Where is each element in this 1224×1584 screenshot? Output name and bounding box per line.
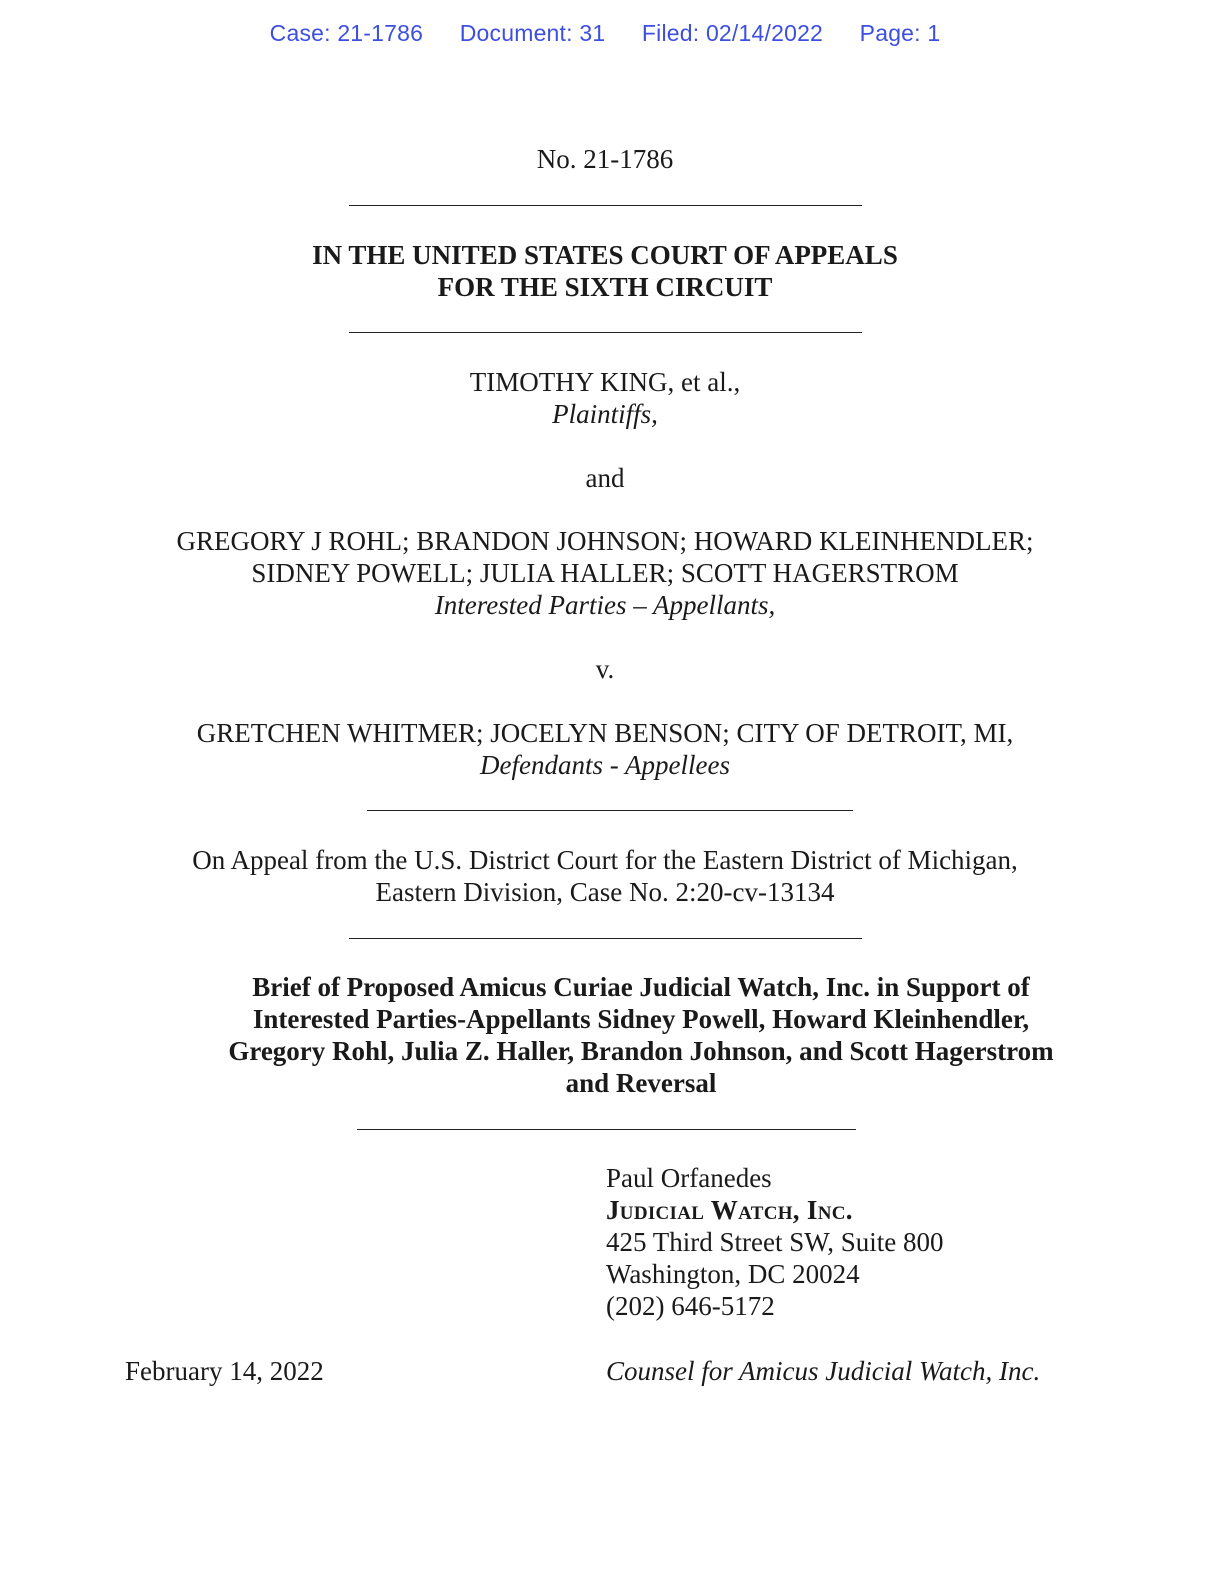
filing-stamp: [0, 20, 1210, 47]
interested-parties-block: [0, 525, 1210, 621]
appeal-line-1: On Appeal from the U.S. District Court for the Eastern District of Michigan,: [192, 845, 1018, 875]
divider-3: [367, 810, 853, 811]
plaintiffs-block: [0, 366, 1210, 430]
defendants-block: [0, 717, 1210, 781]
brief-title-line-4: and Reversal: [565, 1068, 717, 1098]
versus: v.: [595, 654, 615, 684]
defendants-role: Defendants - Appellees: [480, 750, 730, 780]
brief-title-line-1: Brief of Proposed Amicus Curiae Judicial Watch, Inc. in Support of: [252, 972, 1030, 1002]
court-line-2: FOR THE SIXTH CIRCUIT: [437, 272, 773, 302]
counsel-line: Counsel for Amicus Judicial Watch, Inc.: [606, 1356, 1041, 1386]
divider-5: [357, 1129, 856, 1130]
stamp-filed: Filed: 02/14/2022: [641, 20, 824, 46]
phone-number: (202) 646-5172: [606, 1291, 775, 1321]
filing-date: February 14, 2022: [125, 1356, 324, 1386]
address-line-2: Washington, DC 20024: [606, 1259, 860, 1289]
interested-parties-line-2: SIDNEY POWELL; JULIA HALLER; SCOTT HAGERSTROM: [251, 558, 959, 588]
divider-1: [349, 205, 862, 206]
brief-title-line-3: Gregory Rohl, Julia Z. Haller, Brandon Johnson, and Scott Hagerstrom: [228, 1036, 1054, 1066]
appeal-line-2: Eastern Division, Case No. 2:20-cv-13134: [375, 877, 835, 907]
attorney-name: Paul Orfanedes: [606, 1163, 772, 1193]
docket-number: No. 21-1786: [536, 144, 674, 174]
signature-block: [606, 1162, 944, 1322]
appeal-block: [0, 844, 1210, 908]
defendants-name: GRETCHEN WHITMER; JOCELYN BENSON; CITY OF DETROIT, MI,: [196, 718, 1014, 748]
divider-4: [349, 938, 862, 939]
plaintiffs-name: TIMOTHY KING, et al.,: [469, 367, 741, 397]
address-line-1: 425 Third Street SW, Suite 800: [606, 1227, 944, 1257]
stamp-case: Case: 21-1786: [269, 20, 424, 46]
conjunction: and: [585, 463, 625, 493]
brief-title-line-2: Interested Parties-Appellants Sidney Powell, Howard Kleinhendler,: [252, 1004, 1030, 1034]
brief-title: [36, 971, 1224, 1099]
stamp-document: Document: 31: [459, 20, 606, 46]
interested-parties-line-1: GREGORY J ROHL; BRANDON JOHNSON; HOWARD KLEINHENDLER;: [176, 526, 1034, 556]
divider-2: [349, 332, 862, 333]
interested-parties-role: Interested Parties – Appellants,: [434, 590, 776, 620]
court-name: [0, 239, 1210, 303]
plaintiffs-role: Plaintiffs,: [552, 399, 658, 429]
stamp-page: Page: 1: [859, 20, 941, 46]
organization-name: Judicial Watch, Inc.: [606, 1195, 853, 1225]
court-line-1: IN THE UNITED STATES COURT OF APPEALS: [312, 240, 898, 270]
